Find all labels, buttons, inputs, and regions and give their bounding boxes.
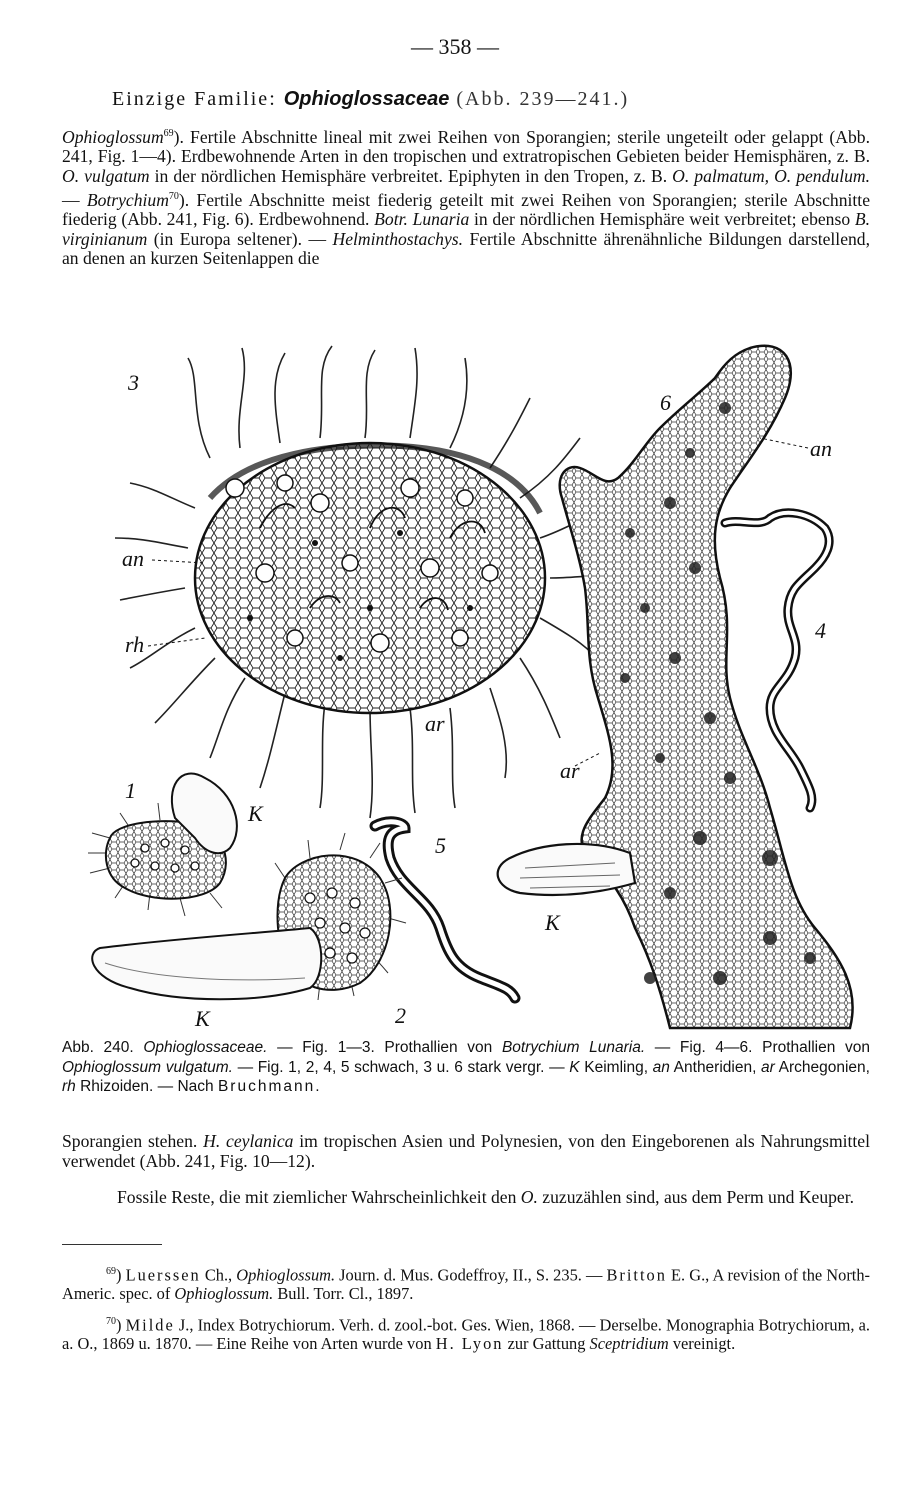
para3-italic: O. [520, 1187, 538, 1207]
footnote-69-author-1: Luerssen [125, 1265, 201, 1285]
para1-text-6: (in Europa seltener). — [147, 228, 333, 249]
para1-text-7: Fertile Abschnitte ährenähnliche Bildungen darstellend, an denen an kurzen Seitenlappen die [62, 228, 870, 269]
label-fig-5: 5 [435, 833, 446, 858]
label-k-fig6: K [545, 910, 560, 935]
caption-text-5: Keimling, [579, 1058, 653, 1076]
section-heading [112, 88, 629, 111]
caption-text-2: — Fig. 1—3. Prothallien von [267, 1039, 502, 1056]
caption-italic-1: Ophioglossaceae. [143, 1039, 268, 1056]
genus-helminthostachys: Helminthostachys. [332, 228, 463, 249]
footnote-69: $^{69}$) Luerssen Ch., Ophioglossum. Journ. d. Mus. Godeffroy, II., S. 235. — Britton E. G., A revision of the North-Americ. spec. of Ophioglossum. Bull. Torr. Cl., 1897. [62, 1265, 870, 1304]
label-fig-1: 1 [125, 778, 136, 803]
caption-text-1: Abb. 240. [62, 1039, 144, 1056]
figure-3-prothallium [115, 346, 615, 818]
paragraph-genera [62, 124, 870, 269]
caption-italic-5: an [652, 1058, 670, 1076]
species-o-palmatum-pendulum: O. palmatum, O. pendulum. [672, 166, 870, 187]
caption-italic-6: ar [761, 1058, 775, 1076]
species-h-ceylanica: H. ceylanica [203, 1131, 294, 1151]
footnote-70-text-3: vereinigt. [668, 1334, 736, 1354]
para1-text-3: — [62, 189, 87, 210]
label-k-fig2: K [195, 1006, 210, 1031]
para1-text-2: in der nördlichen Hemisphäre verbreitet. Epiphyten in den Tropen, z. B. [149, 166, 673, 187]
caption-italic-4: K [569, 1058, 580, 1076]
footnote-ref-69: 69 [163, 128, 174, 139]
figure-240-illustration [70, 338, 860, 1033]
footnote-70-italic: Sceptridium [589, 1334, 669, 1354]
footnote-69-number: 69 [106, 1266, 116, 1277]
footnote-69-italic-1: Ophioglossum. [236, 1265, 336, 1285]
footnote-69-text-1: Ch., [200, 1265, 237, 1285]
label-fig-6: 6 [660, 390, 671, 415]
para2-text-2: im tropischen Asien und Polynesien, von den Eingeborenen als Nahrungsmittel verwendet (Abb. 241, Fig. 10—12). [62, 1131, 870, 1171]
para3-text-2: zuzuzählen sind, aus dem Perm und Keuper. [537, 1187, 855, 1207]
label-fig-3: 3 [128, 370, 139, 395]
label-ar-fig6: ar [560, 758, 580, 783]
paragraph-fossils [62, 1188, 870, 1208]
species-botr-lunaria: Botr. Lunaria [374, 209, 470, 230]
para1-text-4: ). Fertile Abschnitte meist fiederig geteilt mit zwei Reihen von Sporangien; sterile Abschnitte fiederig (Abb. 241, Fig. 6). Erdbewohnend. [62, 189, 871, 230]
label-ar-fig3: ar [425, 711, 445, 736]
figure-caption [62, 1038, 870, 1097]
species-o-vulgatum: O. vulgatum [62, 166, 150, 187]
caption-text-7: Archegonien, [774, 1058, 870, 1076]
caption-italic-7: rh [62, 1078, 76, 1095]
heading-ref: (Abb. 239—241.) [456, 88, 630, 110]
caption-text-8: Rhizoiden. — Nach [75, 1078, 218, 1095]
footnote-69-text-3: E. G., A revision of the North-Americ. spec. of [62, 1265, 870, 1304]
heading-family: Ophioglossaceae [283, 88, 450, 110]
heading-prefix: Einzige Familie: [112, 88, 277, 110]
caption-italic-2: Botrychium Lunaria. [501, 1039, 646, 1056]
caption-text-4: — Fig. 1, 2, 4, 5 schwach, 3 u. 6 stark vergr. — [232, 1058, 570, 1076]
label-an-fig6: an [810, 436, 832, 461]
caption-text-3: — Fig. 4—6. Prothallien von [645, 1039, 870, 1056]
footnote-divider [62, 1244, 162, 1245]
para3-text-1: Fossile Reste, die mit ziemlicher Wahrscheinlichkeit den [117, 1187, 521, 1207]
label-rh: rh [125, 632, 145, 657]
para1-text-5: in der nördlichen Hemisphäre weit verbreitet; ebenso [469, 209, 855, 230]
footnote-69-text-2: Journ. d. Mus. Godeffroy, II., S. 235. — [335, 1265, 607, 1285]
para2-text-1: Sporangien stehen. [62, 1131, 204, 1151]
footnote-70-text-2: zur Gattung [503, 1334, 590, 1354]
figure-1-prothallium [88, 774, 237, 916]
footnote-70: $^{70}$) Milde J., Index Botrychiorum. Verh. d. zool.-bot. Ges. Wien, 1868. — Derselbe. Monographia Botrychiorum, a. a. O., 1869 u. 1870. — Eine Reihe von Arten wurde von H. Lyon zur Gattung Sceptridium vereinigt. [62, 1315, 870, 1354]
label-k-fig1: K [248, 801, 263, 826]
label-fig-4: 4 [815, 618, 826, 643]
caption-author: Bruchmann. [217, 1078, 322, 1095]
footnote-69-author-2: Britton [606, 1265, 667, 1285]
species-b-virginianum: B. virginianum [62, 209, 870, 249]
footnote-70-text-1: J., Index Botrychiorum. Verh. d. zool.-bot. Ges. Wien, 1868. — Derselbe. Monographia Botrychiorum, a. a. O., 1869 u. 1870. — Eine Reihe von Arten wurde von [62, 1315, 870, 1354]
footnote-69-text-4: Bull. Torr. Cl., 1897. [273, 1284, 414, 1304]
genus-ophioglossum: Ophioglossum [62, 126, 164, 147]
genus-botrychium: Botrychium [86, 189, 169, 210]
paragraph-sporangia [62, 1132, 870, 1171]
page-number: — 358 — [411, 34, 499, 59]
para1-text-1: ). Fertile Abschnitte lineal mit zwei Reihen von Sporangien; sterile ungeteilt oder gelappt (Abb. 241, Fig. 1—4). Erdbewohnende Arten in den tropischen und extratropischen Gebieten beider Hemisphären, z. B. [62, 126, 870, 167]
footnote-69-italic-2: Ophioglossum. [174, 1284, 274, 1304]
label-fig-2: 2 [395, 1003, 406, 1028]
footnote-70-author-1: Milde [125, 1315, 175, 1335]
footnote-70-number: 70 [106, 1316, 116, 1327]
caption-italic-3: Ophioglossum vulgatum. [62, 1058, 233, 1076]
caption-text-6: Antheridien, [669, 1058, 762, 1076]
footnote-ref-70: 70 [168, 190, 179, 202]
label-an-fig3: an [122, 546, 144, 571]
footnote-70-author-2: H. Lyon [435, 1334, 504, 1354]
